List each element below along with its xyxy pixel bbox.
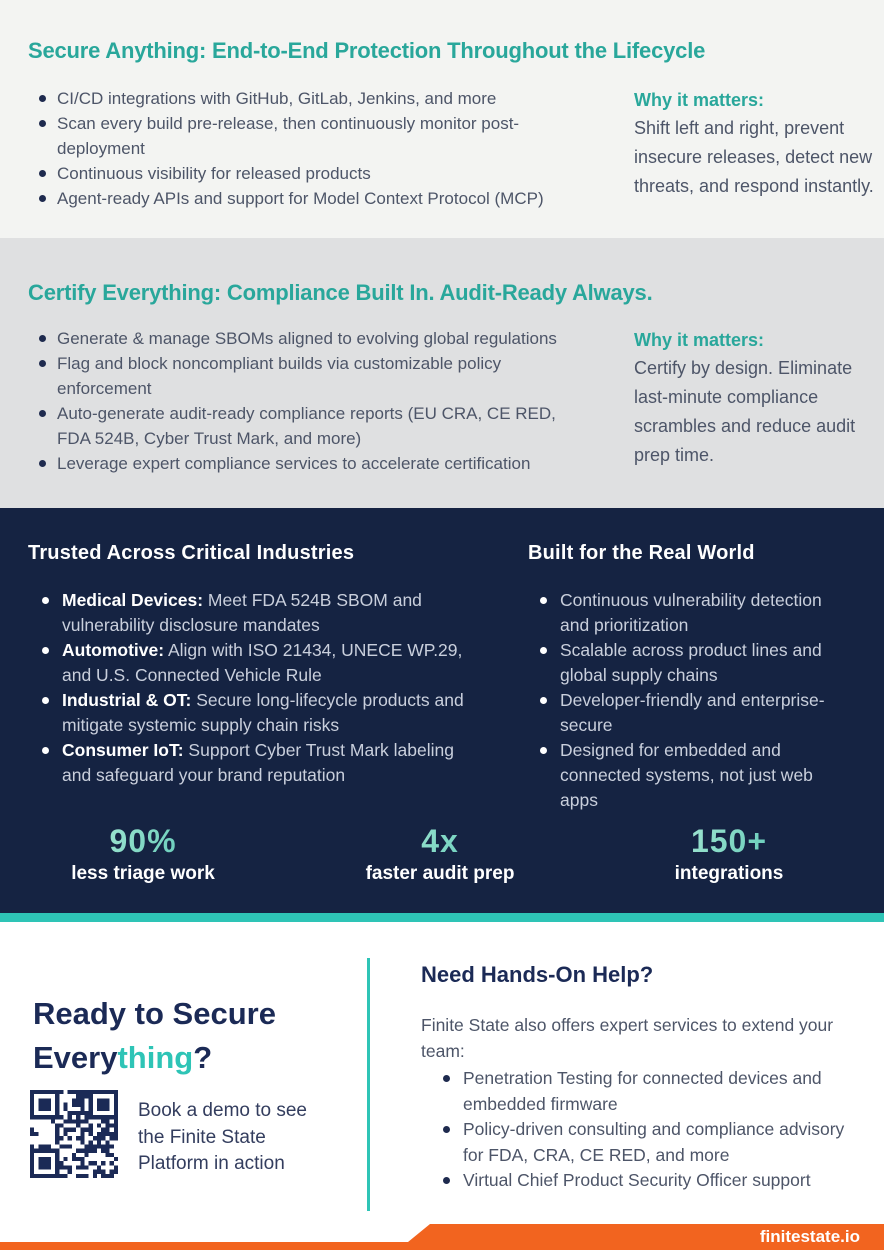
section-secure-anything — [0, 0, 884, 238]
certify-bullet: Generate & manage SBOMs aligned to evolving global regulations — [37, 326, 557, 351]
certify-bullet: Leverage expert compliance services to accelerate certification — [37, 451, 557, 476]
certify-bullet: Auto-generate audit-ready compliance reports (EU CRA, CE RED, FDA 524B, Cyber Trust Mark, and more) — [37, 401, 557, 451]
certify-bullet-list — [37, 326, 557, 476]
footer-site-link[interactable]: finitestate.io — [759, 1227, 860, 1246]
why-label: Why it matters: — [634, 330, 765, 350]
secure-bullet: CI/CD integrations with GitHub, GitLab, Jenkins, and more — [37, 86, 557, 111]
help-bullet: Policy-driven consulting and compliance advisory for FDA, CRA, CE RED, and more — [441, 1117, 845, 1168]
industry-bullet: Industrial & OT: Secure long-lifecycle products and mitigate systemic supply chain risks — [40, 688, 475, 738]
stat-label: faster audit prep — [365, 863, 515, 884]
vertical-divider — [367, 958, 370, 1211]
certify-why-it-matters — [634, 326, 876, 470]
stat-integrations — [614, 824, 844, 886]
stat-value: 4x — [325, 824, 555, 858]
section-cta — [0, 922, 884, 1250]
stat-label: integrations — [674, 863, 784, 884]
why-label: Why it matters: — [634, 90, 765, 110]
stat-audit — [325, 824, 555, 886]
industries-bullet-list — [40, 588, 475, 788]
stat-value: 90% — [28, 824, 258, 858]
certify-heading: Certify Everything: Compliance Built In. Audit-Ready Always. — [28, 280, 653, 305]
footer-orange-band — [0, 1224, 884, 1250]
book-demo-text: Book a demo to see the Finite State Platform in action — [138, 1100, 307, 1174]
real-world-bullet: Designed for embedded and connected systems, not just web apps — [538, 738, 836, 813]
help-bullet: Virtual Chief Product Security Officer support — [441, 1168, 845, 1194]
help-bullet-list — [421, 1066, 845, 1194]
stat-triage — [28, 824, 258, 886]
secure-bullet: Continuous visibility for released products — [37, 161, 557, 186]
industry-bullet: Medical Devices: Meet FDA 524B SBOM and vulnerability disclosure mandates — [40, 588, 475, 638]
real-world-bullet: Continuous vulnerability detection and prioritization — [538, 588, 836, 638]
industry-bullet: Automotive: Align with ISO 21434, UNECE WP.29, and U.S. Connected Vehicle Rule — [40, 638, 475, 688]
qr-code-icon — [30, 1090, 118, 1178]
industry-bullet: Consumer IoT: Support Cyber Trust Mark labeling and safeguard your brand reputation — [40, 738, 475, 788]
help-column — [421, 962, 845, 1194]
help-intro: Finite State also offers expert services to extend your team: — [421, 1015, 834, 1061]
secure-bullet: Scan every build pre-release, then continuously monitor post-deployment — [37, 111, 557, 161]
section-trusted-industries — [0, 508, 884, 922]
why-text: Certify by design. Eliminate last-minute compliance scrambles and reduce audit prep time. — [634, 358, 856, 465]
help-heading: Need Hands-On Help? — [421, 962, 654, 987]
cta-title: Ready to Secure Everything? — [33, 996, 276, 1075]
secure-bullet-list — [37, 86, 557, 211]
certify-bullet: Flag and block noncompliant builds via customizable policy enforcement — [37, 351, 557, 401]
help-bullet: Penetration Testing for connected devices and embedded firmware — [441, 1066, 845, 1117]
real-world-heading: Built for the Real World — [528, 542, 755, 564]
secure-why-it-matters — [634, 86, 876, 201]
real-world-bullet: Scalable across product lines and global supply chains — [538, 638, 836, 688]
section-certify-everything — [0, 238, 884, 508]
stat-label: less triage work — [71, 863, 215, 884]
industries-heading: Trusted Across Critical Industries — [28, 542, 355, 564]
stat-value: 150+ — [614, 824, 844, 858]
secure-heading: Secure Anything: End-to-End Protection Throughout the Lifecycle — [28, 38, 706, 63]
real-world-bullet: Developer-friendly and enterprise-secure — [538, 688, 836, 738]
secure-bullet: Agent-ready APIs and support for Model Context Protocol (MCP) — [37, 186, 557, 211]
why-text: Shift left and right, prevent insecure releases, detect new threats, and respond instantly. — [634, 118, 874, 196]
real-world-bullet-list — [538, 588, 836, 813]
